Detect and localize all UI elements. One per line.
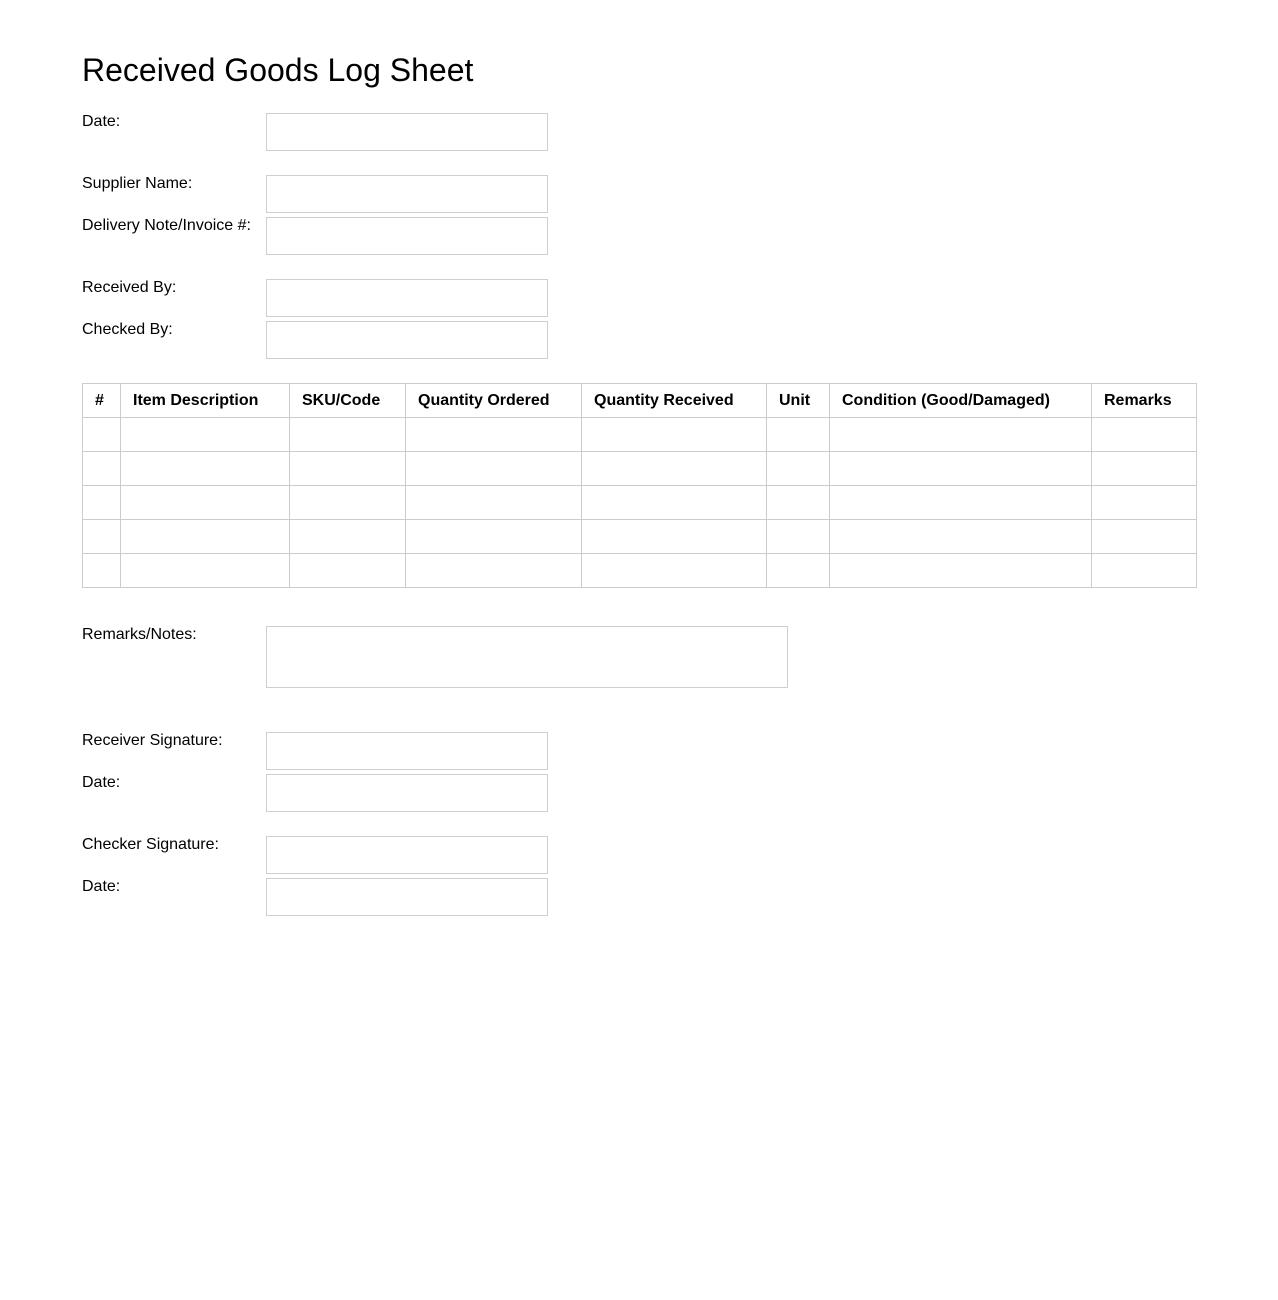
table-cell[interactable] <box>83 486 121 520</box>
delivery-note-label: Delivery Note/Invoice #: <box>82 217 251 234</box>
table-cell[interactable] <box>582 418 767 452</box>
table-cell[interactable] <box>1092 486 1197 520</box>
page-title: Received Goods Log Sheet <box>82 52 474 88</box>
table-cell[interactable] <box>290 418 406 452</box>
table-cell[interactable] <box>582 554 767 588</box>
checker-signature-label: Checker Signature: <box>82 836 219 853</box>
table-cell[interactable] <box>1092 554 1197 588</box>
table-cell[interactable] <box>121 486 290 520</box>
table-cell[interactable] <box>121 520 290 554</box>
table-row <box>83 554 1197 588</box>
checked-by-field[interactable] <box>266 321 548 359</box>
column-header-quantity-ordered: Quantity Ordered <box>406 384 582 418</box>
table-cell[interactable] <box>290 486 406 520</box>
table-cell[interactable] <box>830 418 1092 452</box>
table-cell[interactable] <box>1092 418 1197 452</box>
remarks-notes-field[interactable] <box>266 626 788 688</box>
table-cell[interactable] <box>121 554 290 588</box>
table-cell[interactable] <box>767 520 830 554</box>
received-by-field[interactable] <box>266 279 548 317</box>
table-cell[interactable] <box>406 452 582 486</box>
delivery-note-field[interactable] <box>266 217 548 255</box>
table-cell[interactable] <box>1092 452 1197 486</box>
table-cell[interactable] <box>582 452 767 486</box>
table-cell[interactable] <box>582 520 767 554</box>
receiver-signature-field[interactable] <box>266 732 548 770</box>
table-cell[interactable] <box>83 520 121 554</box>
table-cell[interactable] <box>830 486 1092 520</box>
table-cell[interactable] <box>830 554 1092 588</box>
table-cell[interactable] <box>121 452 290 486</box>
table-cell[interactable] <box>83 554 121 588</box>
receiver-date-field[interactable] <box>266 774 548 812</box>
table-cell[interactable] <box>406 418 582 452</box>
column-header-remarks: Remarks <box>1092 384 1197 418</box>
date-label: Date: <box>82 113 121 130</box>
checked-by-label: Checked By: <box>82 321 173 338</box>
supplier-name-label: Supplier Name: <box>82 175 193 192</box>
table-cell[interactable] <box>767 452 830 486</box>
table-row <box>83 486 1197 520</box>
table-cell[interactable] <box>767 554 830 588</box>
table-cell[interactable] <box>1092 520 1197 554</box>
checker-date-label: Date: <box>82 878 121 895</box>
table-cell[interactable] <box>406 554 582 588</box>
table-cell[interactable] <box>406 486 582 520</box>
table-row <box>83 418 1197 452</box>
received-by-label: Received By: <box>82 279 177 296</box>
column-header-unit: Unit <box>767 384 830 418</box>
column-header-quantity-received: Quantity Received <box>582 384 767 418</box>
table-cell[interactable] <box>767 418 830 452</box>
table-cell[interactable] <box>767 486 830 520</box>
checker-signature-field[interactable] <box>266 836 548 874</box>
column-header-condition: Condition (Good/Damaged) <box>830 384 1092 418</box>
table-cell[interactable] <box>83 418 121 452</box>
column-header-number: # <box>83 384 121 418</box>
table-cell[interactable] <box>290 452 406 486</box>
table-row <box>83 452 1197 486</box>
table-cell[interactable] <box>121 418 290 452</box>
table-row <box>83 520 1197 554</box>
table-cell[interactable] <box>830 520 1092 554</box>
table-cell[interactable] <box>290 554 406 588</box>
column-header-item-description: Item Description <box>121 384 290 418</box>
table-cell[interactable] <box>83 452 121 486</box>
table-cell[interactable] <box>582 486 767 520</box>
column-header-sku-code: SKU/Code <box>290 384 406 418</box>
table-header-row <box>83 384 1197 418</box>
receiver-signature-label: Receiver Signature: <box>82 732 223 749</box>
remarks-notes-label: Remarks/Notes: <box>82 626 197 643</box>
receiver-date-label: Date: <box>82 774 121 791</box>
date-field[interactable] <box>266 113 548 151</box>
table-cell[interactable] <box>406 520 582 554</box>
table-cell[interactable] <box>830 452 1092 486</box>
supplier-name-field[interactable] <box>266 175 548 213</box>
goods-table <box>82 383 1197 588</box>
table-cell[interactable] <box>290 520 406 554</box>
checker-date-field[interactable] <box>266 878 548 916</box>
